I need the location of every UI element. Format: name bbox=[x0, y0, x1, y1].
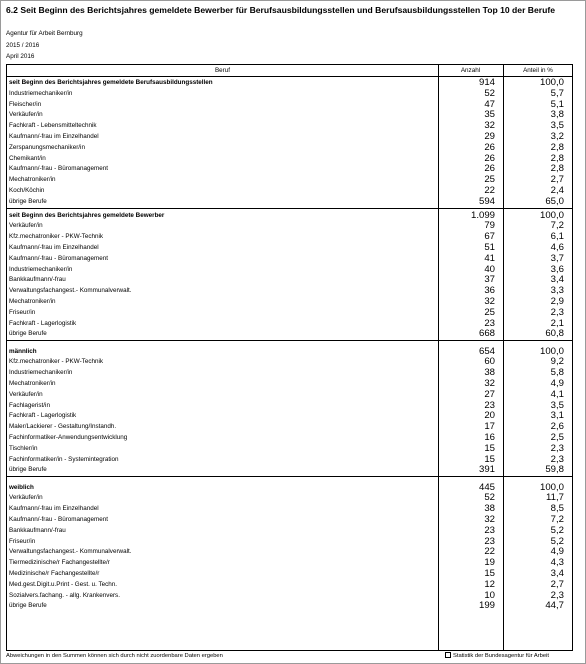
statistics-logo-icon bbox=[445, 652, 451, 658]
beruf-cell: Verkäufer/in bbox=[9, 390, 43, 398]
beruf-cell: Friseur/in bbox=[9, 308, 36, 316]
anteil-cell: 3,5 bbox=[550, 120, 564, 132]
header-beruf: Beruf bbox=[214, 67, 231, 74]
anteil-cell: 3,7 bbox=[550, 252, 564, 264]
table-row bbox=[7, 242, 572, 253]
anzahl-cell: 40 bbox=[484, 263, 495, 275]
table-row bbox=[7, 231, 572, 242]
table-row bbox=[7, 590, 572, 601]
beruf-cell: Bankkaufmann/-frau bbox=[9, 276, 66, 284]
beruf-cell: Kaufmann/-frau - Büromanagement bbox=[9, 516, 109, 523]
beruf-cell: übrige Berufe bbox=[9, 330, 47, 338]
report-title: 6.2 Seit Beginn des Berichtsjahres gemeldete Bewerber für Berufsausbildungsstellen und Berufsausbildungsstellen Top 10 der Berufe bbox=[6, 5, 556, 15]
anzahl-cell: 35 bbox=[484, 109, 495, 121]
anzahl-cell: 41 bbox=[484, 252, 495, 264]
anteil-cell: 4,9 bbox=[550, 546, 564, 558]
anteil-cell: 3,5 bbox=[550, 399, 564, 411]
beruf-cell: Industriemechaniker/in bbox=[9, 265, 73, 273]
beruf-cell: Fachinformatiker/in - Systemintegration bbox=[9, 455, 119, 463]
table-row bbox=[7, 88, 572, 99]
beruf-cell: Mechatroniker/in bbox=[9, 298, 56, 305]
anteil-cell: 2,3 bbox=[550, 306, 564, 318]
anzahl-cell: 26 bbox=[484, 141, 495, 153]
anteil-cell: 5,7 bbox=[550, 87, 564, 99]
beruf-cell: Sozialvers.fachang. - allg. Krankenvers. bbox=[9, 591, 120, 599]
beruf-cell: Kfz.mechatroniker - PKW-Technik bbox=[9, 233, 104, 241]
anzahl-cell: 594 bbox=[478, 195, 495, 207]
anzahl-cell: 23 bbox=[484, 317, 495, 329]
beruf-cell: Kaufmann/-frau im Einzelhandel bbox=[9, 133, 99, 140]
group-total-row bbox=[7, 210, 572, 221]
table-row bbox=[7, 400, 572, 411]
beruf-cell: Industriemechaniker/in bbox=[9, 89, 73, 97]
beruf-cell: Fachinformatiker-Anwendungsentwicklung bbox=[9, 434, 128, 441]
table-row bbox=[7, 525, 572, 536]
anzahl-cell: 15 bbox=[484, 442, 495, 454]
anzahl-cell: 36 bbox=[484, 285, 495, 297]
table-row bbox=[7, 131, 572, 142]
table-row bbox=[7, 109, 572, 120]
beruf-cell: Koch/Köchin bbox=[9, 187, 45, 194]
table-row bbox=[7, 253, 572, 264]
anzahl-cell: 47 bbox=[484, 98, 495, 110]
anteil-cell: 3,4 bbox=[550, 274, 564, 286]
table-row bbox=[7, 536, 572, 547]
anzahl-cell: 22 bbox=[484, 546, 495, 558]
anzahl-cell: 12 bbox=[484, 578, 495, 590]
anteil-cell: 2,1 bbox=[550, 317, 564, 329]
anzahl-cell: 51 bbox=[484, 242, 495, 253]
group-separator bbox=[7, 208, 572, 209]
top10-table bbox=[6, 64, 573, 651]
group-separator bbox=[7, 476, 572, 477]
table-row bbox=[7, 185, 572, 196]
anteil-cell: 2,3 bbox=[550, 453, 564, 465]
beruf-cell: Maler/Lackierer - Gestaltung/Instandh. bbox=[9, 423, 117, 431]
beruf-cell: seit Beginn des Berichtsjahres gemeldete Bewerber bbox=[9, 211, 165, 219]
table-row bbox=[7, 378, 572, 389]
anzahl-cell: 10 bbox=[484, 589, 495, 601]
anteil-cell: 3,2 bbox=[550, 131, 564, 142]
footer-source bbox=[445, 652, 549, 660]
anteil-cell: 7,2 bbox=[550, 220, 564, 232]
anteil-cell: 2,3 bbox=[550, 589, 564, 601]
beruf-cell: Chemikant/in bbox=[9, 154, 46, 162]
table-header bbox=[7, 65, 572, 77]
table-row bbox=[7, 356, 572, 367]
table-row bbox=[7, 432, 572, 443]
footer-note: Abweichungen in den Summen können sich durch nicht zuordenbare Daten ergeben bbox=[6, 653, 223, 659]
anzahl-cell: 20 bbox=[484, 410, 495, 422]
beruf-cell: Zerspanungsmechaniker/in bbox=[9, 143, 85, 151]
anzahl-cell: 23 bbox=[484, 524, 495, 536]
table-row bbox=[7, 367, 572, 378]
beruf-cell: Fachlagerist/in bbox=[9, 401, 50, 409]
anzahl-cell: 199 bbox=[478, 600, 495, 612]
anteil-cell: 4,9 bbox=[550, 378, 564, 389]
anteil-cell: 5,1 bbox=[550, 98, 564, 110]
anteil-cell: 100,0 bbox=[539, 481, 564, 493]
anzahl-cell: 32 bbox=[484, 296, 495, 307]
table-row bbox=[7, 568, 572, 579]
report-period: 2015 / 2016 bbox=[6, 42, 40, 49]
footer-source-text: Statistik der Bundesagentur für Arbeit bbox=[453, 653, 550, 659]
anteil-cell: 2,7 bbox=[550, 174, 564, 186]
anteil-cell: 8,5 bbox=[550, 503, 564, 515]
anzahl-cell: 25 bbox=[484, 306, 495, 318]
report-month: April 2016 bbox=[6, 53, 35, 60]
beruf-cell: Kfz.mechatroniker - PKW-Technik bbox=[9, 358, 104, 366]
beruf-cell: seit Beginn des Berichtsjahres gemeldete Berufsausbildungsstellen bbox=[9, 79, 213, 86]
anteil-cell: 3,6 bbox=[550, 263, 564, 275]
anteil-cell: 2,8 bbox=[550, 163, 564, 175]
table-row bbox=[7, 220, 572, 231]
beruf-cell: Tischler/in bbox=[9, 444, 38, 452]
table-row bbox=[7, 579, 572, 590]
beruf-cell: Mechatroniker/in bbox=[9, 176, 56, 184]
table-row bbox=[7, 328, 572, 339]
anteil-cell: 100,0 bbox=[539, 345, 564, 357]
anzahl-cell: 391 bbox=[478, 464, 495, 476]
anteil-cell: 3,1 bbox=[550, 410, 564, 422]
anzahl-cell: 60 bbox=[484, 356, 495, 368]
anzahl-cell: 52 bbox=[484, 492, 495, 504]
beruf-cell: Verwaltungsfachangest.- Kommunalverwalt. bbox=[9, 548, 132, 556]
table-row bbox=[7, 464, 572, 475]
table-row bbox=[7, 174, 572, 185]
anteil-cell: 9,2 bbox=[550, 356, 564, 368]
anteil-cell: 5,2 bbox=[550, 535, 564, 547]
anzahl-cell: 654 bbox=[478, 345, 495, 357]
beruf-cell: Kaufmann/-frau - Büromanagement bbox=[9, 254, 109, 262]
anzahl-cell: 26 bbox=[484, 163, 495, 175]
table-row bbox=[7, 307, 572, 318]
anzahl-cell: 22 bbox=[484, 185, 495, 196]
anteil-cell: 65,0 bbox=[545, 195, 564, 207]
beruf-cell: Friseur/in bbox=[9, 537, 36, 545]
beruf-cell: Med.gest.Digit.u.Print - Gest. u. Techn. bbox=[9, 580, 118, 588]
agency-name: Agentur für Arbeit Bernburg bbox=[6, 30, 83, 37]
anzahl-cell: 32 bbox=[484, 120, 495, 132]
anteil-cell: 2,5 bbox=[550, 432, 564, 443]
anteil-cell: 4,6 bbox=[550, 242, 564, 253]
anzahl-cell: 445 bbox=[478, 481, 495, 493]
beruf-cell: Medizinische/r Fachangestellte/r bbox=[9, 570, 100, 577]
table-row bbox=[7, 120, 572, 131]
anzahl-cell: 15 bbox=[484, 568, 495, 579]
anteil-cell: 3,4 bbox=[550, 568, 564, 579]
beruf-cell: Mechatroniker/in bbox=[9, 380, 56, 387]
table-row bbox=[7, 410, 572, 421]
anzahl-cell: 668 bbox=[478, 328, 495, 340]
anteil-cell: 60,8 bbox=[545, 328, 564, 340]
table-row bbox=[7, 274, 572, 285]
anteil-cell: 2,6 bbox=[550, 421, 564, 433]
anzahl-cell: 32 bbox=[484, 514, 495, 525]
table-row bbox=[7, 163, 572, 174]
anteil-cell: 5,2 bbox=[550, 524, 564, 536]
beruf-cell: Fachkraft - Lagerlogistik bbox=[9, 412, 77, 420]
group-total-row bbox=[7, 482, 572, 493]
beruf-cell: Fleischer/in bbox=[9, 100, 42, 108]
beruf-cell: Verkäufer/in bbox=[9, 222, 43, 230]
table-row bbox=[7, 296, 572, 307]
table-row bbox=[7, 454, 572, 465]
anzahl-cell: 15 bbox=[484, 453, 495, 465]
anzahl-cell: 23 bbox=[484, 399, 495, 411]
beruf-cell: Kaufmann/-frau im Einzelhandel bbox=[9, 244, 99, 251]
anteil-cell: 100,0 bbox=[539, 209, 564, 221]
anteil-cell: 2,3 bbox=[550, 442, 564, 454]
anteil-cell: 3,3 bbox=[550, 285, 564, 297]
anzahl-cell: 52 bbox=[484, 87, 495, 99]
anzahl-cell: 79 bbox=[484, 220, 495, 232]
table-row bbox=[7, 318, 572, 329]
beruf-cell: Kaufmann/-frau - Büromanagement bbox=[9, 165, 109, 173]
group-separator bbox=[7, 340, 572, 341]
table-row bbox=[7, 546, 572, 557]
anteil-cell: 2,4 bbox=[550, 185, 564, 196]
anteil-cell: 4,3 bbox=[550, 557, 564, 569]
anteil-cell: 4,1 bbox=[550, 388, 564, 400]
anteil-cell: 2,9 bbox=[550, 296, 564, 307]
anzahl-cell: 29 bbox=[484, 131, 495, 142]
table-row bbox=[7, 389, 572, 400]
header-anteil: Anteil in % bbox=[523, 67, 553, 74]
anzahl-cell: 19 bbox=[484, 557, 495, 569]
beruf-cell: Tiermedizinische/r Fachangestellte/r bbox=[9, 559, 110, 567]
anteil-cell: 7,2 bbox=[550, 514, 564, 525]
table-row bbox=[7, 196, 572, 207]
anzahl-cell: 914 bbox=[478, 77, 495, 88]
anteil-cell: 11,7 bbox=[546, 492, 564, 504]
table-row bbox=[7, 421, 572, 432]
table-row bbox=[7, 264, 572, 275]
anzahl-cell: 38 bbox=[484, 367, 495, 379]
anzahl-cell: 1.099 bbox=[470, 209, 495, 221]
anzahl-cell: 27 bbox=[484, 388, 495, 400]
anteil-cell: 6,1 bbox=[550, 231, 564, 243]
table-row bbox=[7, 503, 572, 514]
anzahl-cell: 16 bbox=[484, 432, 495, 443]
table-row bbox=[7, 443, 572, 454]
table-row bbox=[7, 600, 572, 611]
anteil-cell: 3,8 bbox=[550, 109, 564, 121]
beruf-cell: Verkäufer/in bbox=[9, 494, 43, 502]
table-row bbox=[7, 99, 572, 110]
anteil-cell: 100,0 bbox=[539, 77, 564, 88]
anzahl-cell: 23 bbox=[484, 535, 495, 547]
beruf-cell: männlich bbox=[9, 347, 37, 355]
beruf-cell: Verwaltungsfachangest.- Kommunalverwalt. bbox=[9, 287, 132, 295]
beruf-cell: Kaufmann/-frau im Einzelhandel bbox=[9, 505, 99, 513]
anteil-cell: 2,8 bbox=[550, 141, 564, 153]
table-row bbox=[7, 514, 572, 525]
beruf-cell: übrige Berufe bbox=[9, 602, 47, 610]
table-row bbox=[7, 153, 572, 164]
anteil-cell: 44,7 bbox=[545, 600, 564, 612]
anteil-cell: 5,8 bbox=[550, 367, 564, 379]
beruf-cell: weiblich bbox=[9, 483, 34, 491]
anzahl-cell: 17 bbox=[484, 421, 495, 433]
anzahl-cell: 25 bbox=[484, 174, 495, 186]
anzahl-cell: 37 bbox=[484, 274, 495, 286]
beruf-cell: übrige Berufe bbox=[9, 466, 47, 474]
beruf-cell: Verkäufer/in bbox=[9, 111, 43, 119]
table-row bbox=[7, 285, 572, 296]
beruf-cell: Industriemechaniker/in bbox=[9, 369, 73, 377]
beruf-cell: Bankkaufmann/-frau bbox=[9, 526, 66, 534]
header-anzahl: Anzahl bbox=[460, 67, 481, 74]
anzahl-cell: 32 bbox=[484, 378, 495, 389]
anzahl-cell: 26 bbox=[484, 152, 495, 164]
anteil-cell: 2,7 bbox=[550, 578, 564, 590]
beruf-cell: Fachkraft - Lebensmitteltechnik bbox=[9, 122, 97, 130]
anzahl-cell: 67 bbox=[484, 231, 495, 243]
anzahl-cell: 38 bbox=[484, 503, 495, 515]
group-total-row bbox=[7, 77, 572, 88]
group-total-row bbox=[7, 346, 572, 357]
beruf-cell: Fachkraft - Lagerlogistik bbox=[9, 319, 77, 327]
table-row bbox=[7, 492, 572, 503]
anteil-cell: 2,8 bbox=[550, 152, 564, 164]
table-row bbox=[7, 557, 572, 568]
anteil-cell: 59,8 bbox=[545, 464, 564, 476]
table-row bbox=[7, 142, 572, 153]
beruf-cell: übrige Berufe bbox=[9, 197, 47, 205]
